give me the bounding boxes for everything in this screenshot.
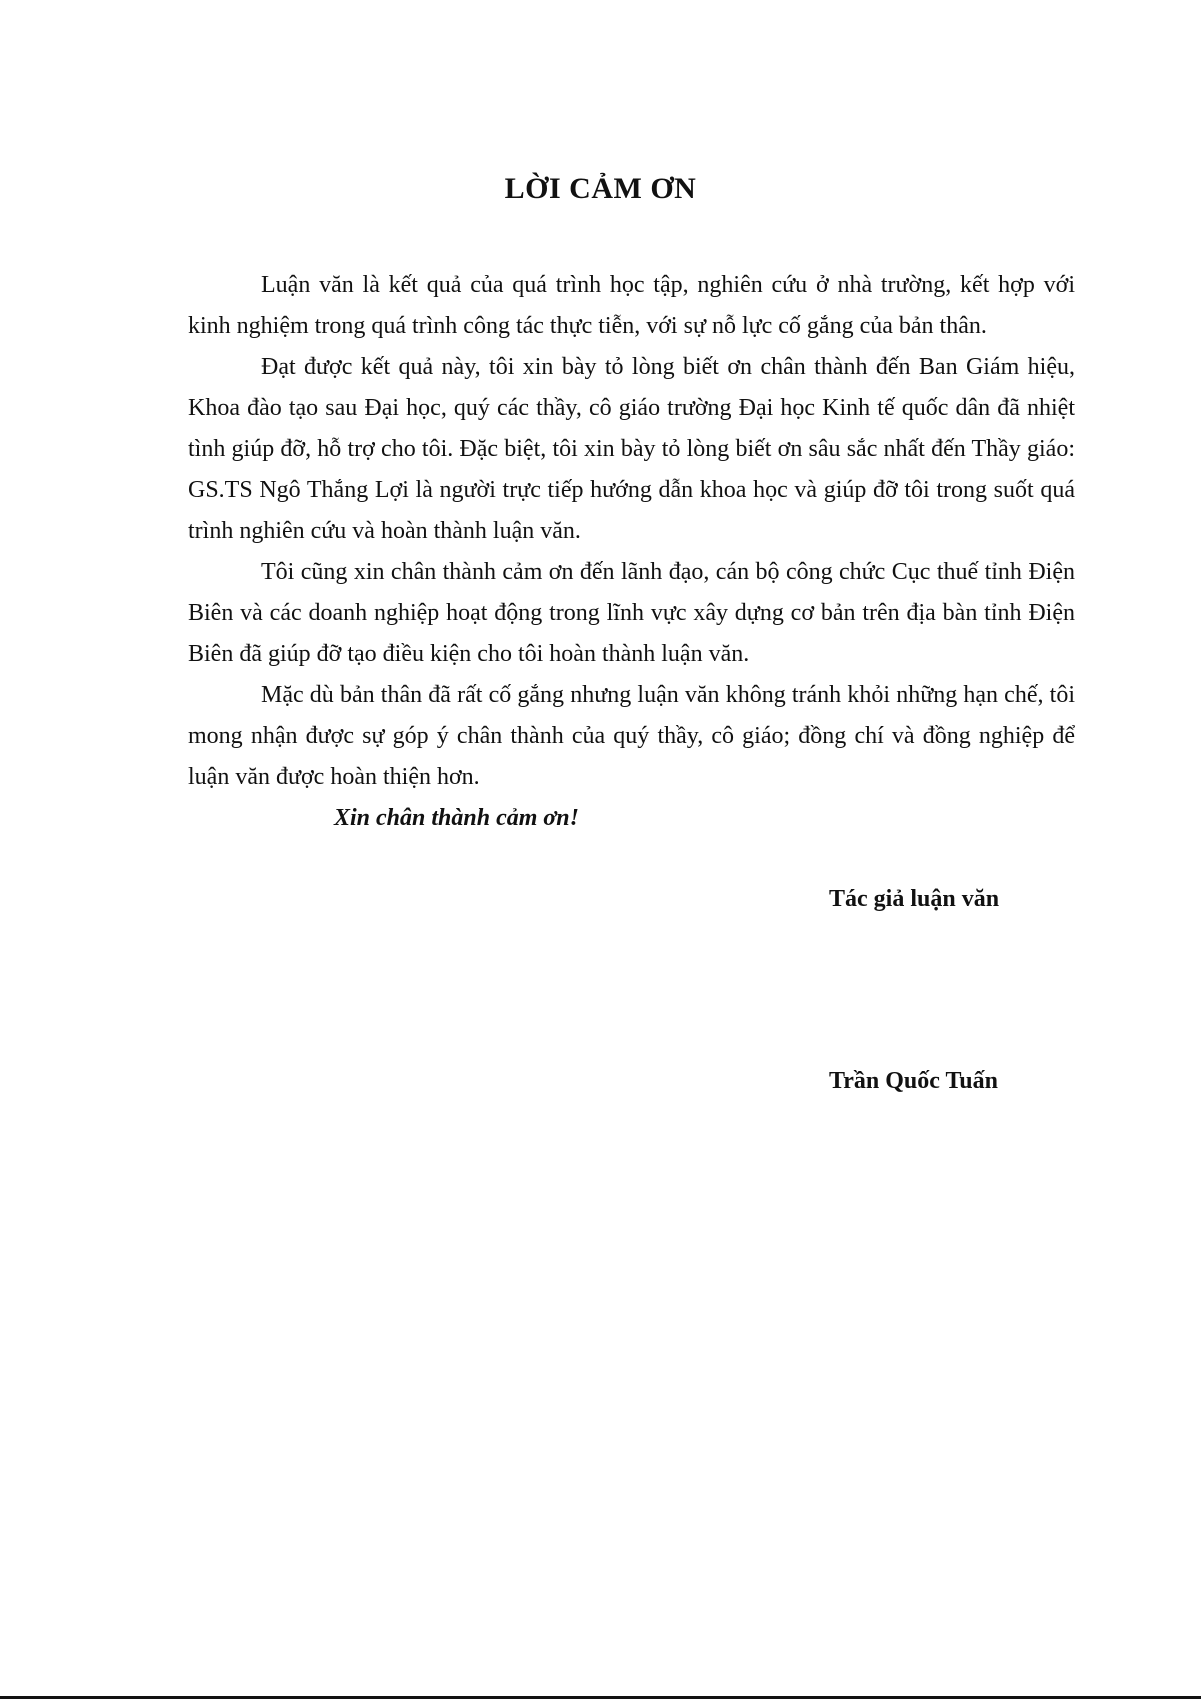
closing-line: Xin chân thành cảm ơn! bbox=[334, 805, 579, 831]
paragraph-2: Đạt được kết quả này, tôi xin bày tỏ lòng biết ơn chân thành đến Ban Giám hiệu, Khoa đào tạo sau Đại học, quý các thầy, cô giáo trường Đại học Kinh tế quốc dân đã nhiệt tình giúp đỡ, hỗ trợ cho tôi. Đặc biệt, tôi xin bày tỏ lòng biết ơn sâu sắc nhất đến Thầy giáo: GS.TS Ngô Thắng Lợi là người trực tiếp hướng dẫn khoa học và giúp đỡ tôi trong suốt quá trình nghiên cứu và hoàn thành luận văn. bbox=[188, 354, 1075, 544]
acknowledgement-body bbox=[188, 265, 1075, 839]
paragraph-3: Tôi cũng xin chân thành cảm ơn đến lãnh đạo, cán bộ công chức Cục thuế tỉnh Điện Biên và các doanh nghiệp hoạt động trong lĩnh vực xây dựng cơ bản trên địa bàn tỉnh Điện Biên đã giúp đỡ tạo điều kiện cho tôi hoàn thành luận văn. bbox=[188, 559, 1075, 667]
signature-label: Tác giả luận văn bbox=[829, 886, 1000, 912]
page-title: LỜI CẢM ƠN bbox=[504, 172, 697, 205]
paragraph-1: Luận văn là kết quả của quá trình học tập, nghiên cứu ở nhà trường, kết hợp với kinh nghiệm trong quá trình công tác thực tiễn, với sự nỗ lực cố gắng của bản thân. bbox=[188, 272, 1075, 339]
author-name: Trần Quốc Tuấn bbox=[829, 1068, 998, 1094]
paragraph-4: Mặc dù bản thân đã rất cố gắng nhưng luận văn không tránh khỏi những hạn chế, tôi mong nhận được sự góp ý chân thành của quý thầy, cô giáo; đồng chí và đồng nghiệp để luận văn được hoàn thiện hơn. bbox=[188, 682, 1075, 790]
